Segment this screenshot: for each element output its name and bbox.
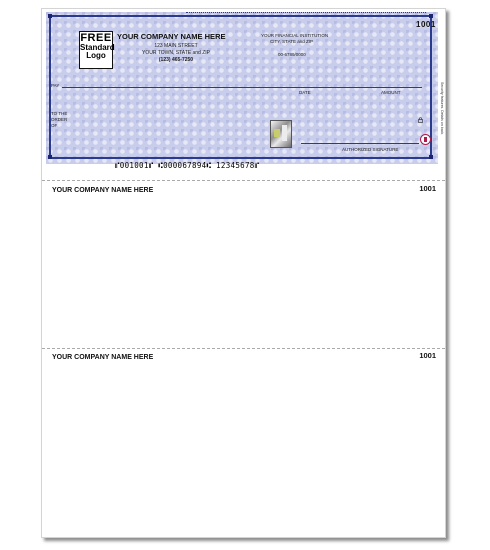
micr-line: ⑈001001⑈ ⑆000067894⑆ 12345678⑈	[115, 161, 260, 170]
corner-mark	[429, 155, 433, 159]
corner-mark	[429, 14, 433, 18]
to-order-label-2: ORDER	[51, 117, 68, 122]
security-features-text: Security features. Details on back.	[440, 82, 444, 136]
security-hologram	[270, 120, 292, 148]
perforation-line	[42, 180, 445, 181]
padlock-icon	[418, 117, 423, 123]
pay-line	[62, 87, 422, 88]
stub-2-company-name: YOUR COMPANY NAME HERE	[52, 354, 154, 361]
date-label: DATE	[299, 90, 311, 95]
logo-line-1: FREE	[80, 32, 112, 44]
pay-label: PAY	[51, 83, 60, 88]
stub-1-check-number: 1001	[419, 184, 436, 193]
amount-label: AMOUNT	[381, 90, 401, 95]
security-seal-icon	[420, 134, 431, 145]
to-order-label-3: OF	[51, 123, 58, 128]
phone-number: (123) 465-7250	[158, 57, 194, 63]
perforation-line	[42, 348, 445, 349]
stub-2-check-number: 1001	[419, 351, 436, 360]
to-order-label-1: TO THE	[51, 111, 68, 116]
fraction-code: 00-6789/0000	[278, 52, 306, 57]
company-name: YOUR COMPANY NAME HERE	[117, 32, 226, 41]
address-line-2: YOUR TOWN, STATE and ZIP	[142, 50, 210, 56]
signature-line	[301, 143, 419, 144]
logo-line-3: Logo	[86, 51, 106, 60]
check-number: 1001	[416, 20, 436, 29]
address-line-1: 123 MAIN STREET	[154, 43, 198, 49]
stub-1-company-name: YOUR COMPANY NAME HERE	[52, 187, 154, 194]
corner-mark	[48, 155, 52, 159]
company-logo	[79, 31, 113, 69]
bank-location: CITY, STATE and ZIP	[270, 39, 314, 44]
signature-label: AUTHORIZED SIGNATURE	[342, 147, 399, 152]
bank-name: YOUR FINANCIAL INSTITUTION	[261, 33, 329, 38]
logo-line-2: Standard	[80, 43, 115, 52]
corner-mark	[48, 14, 52, 18]
check-sheet	[41, 8, 446, 538]
check-body	[46, 12, 444, 164]
